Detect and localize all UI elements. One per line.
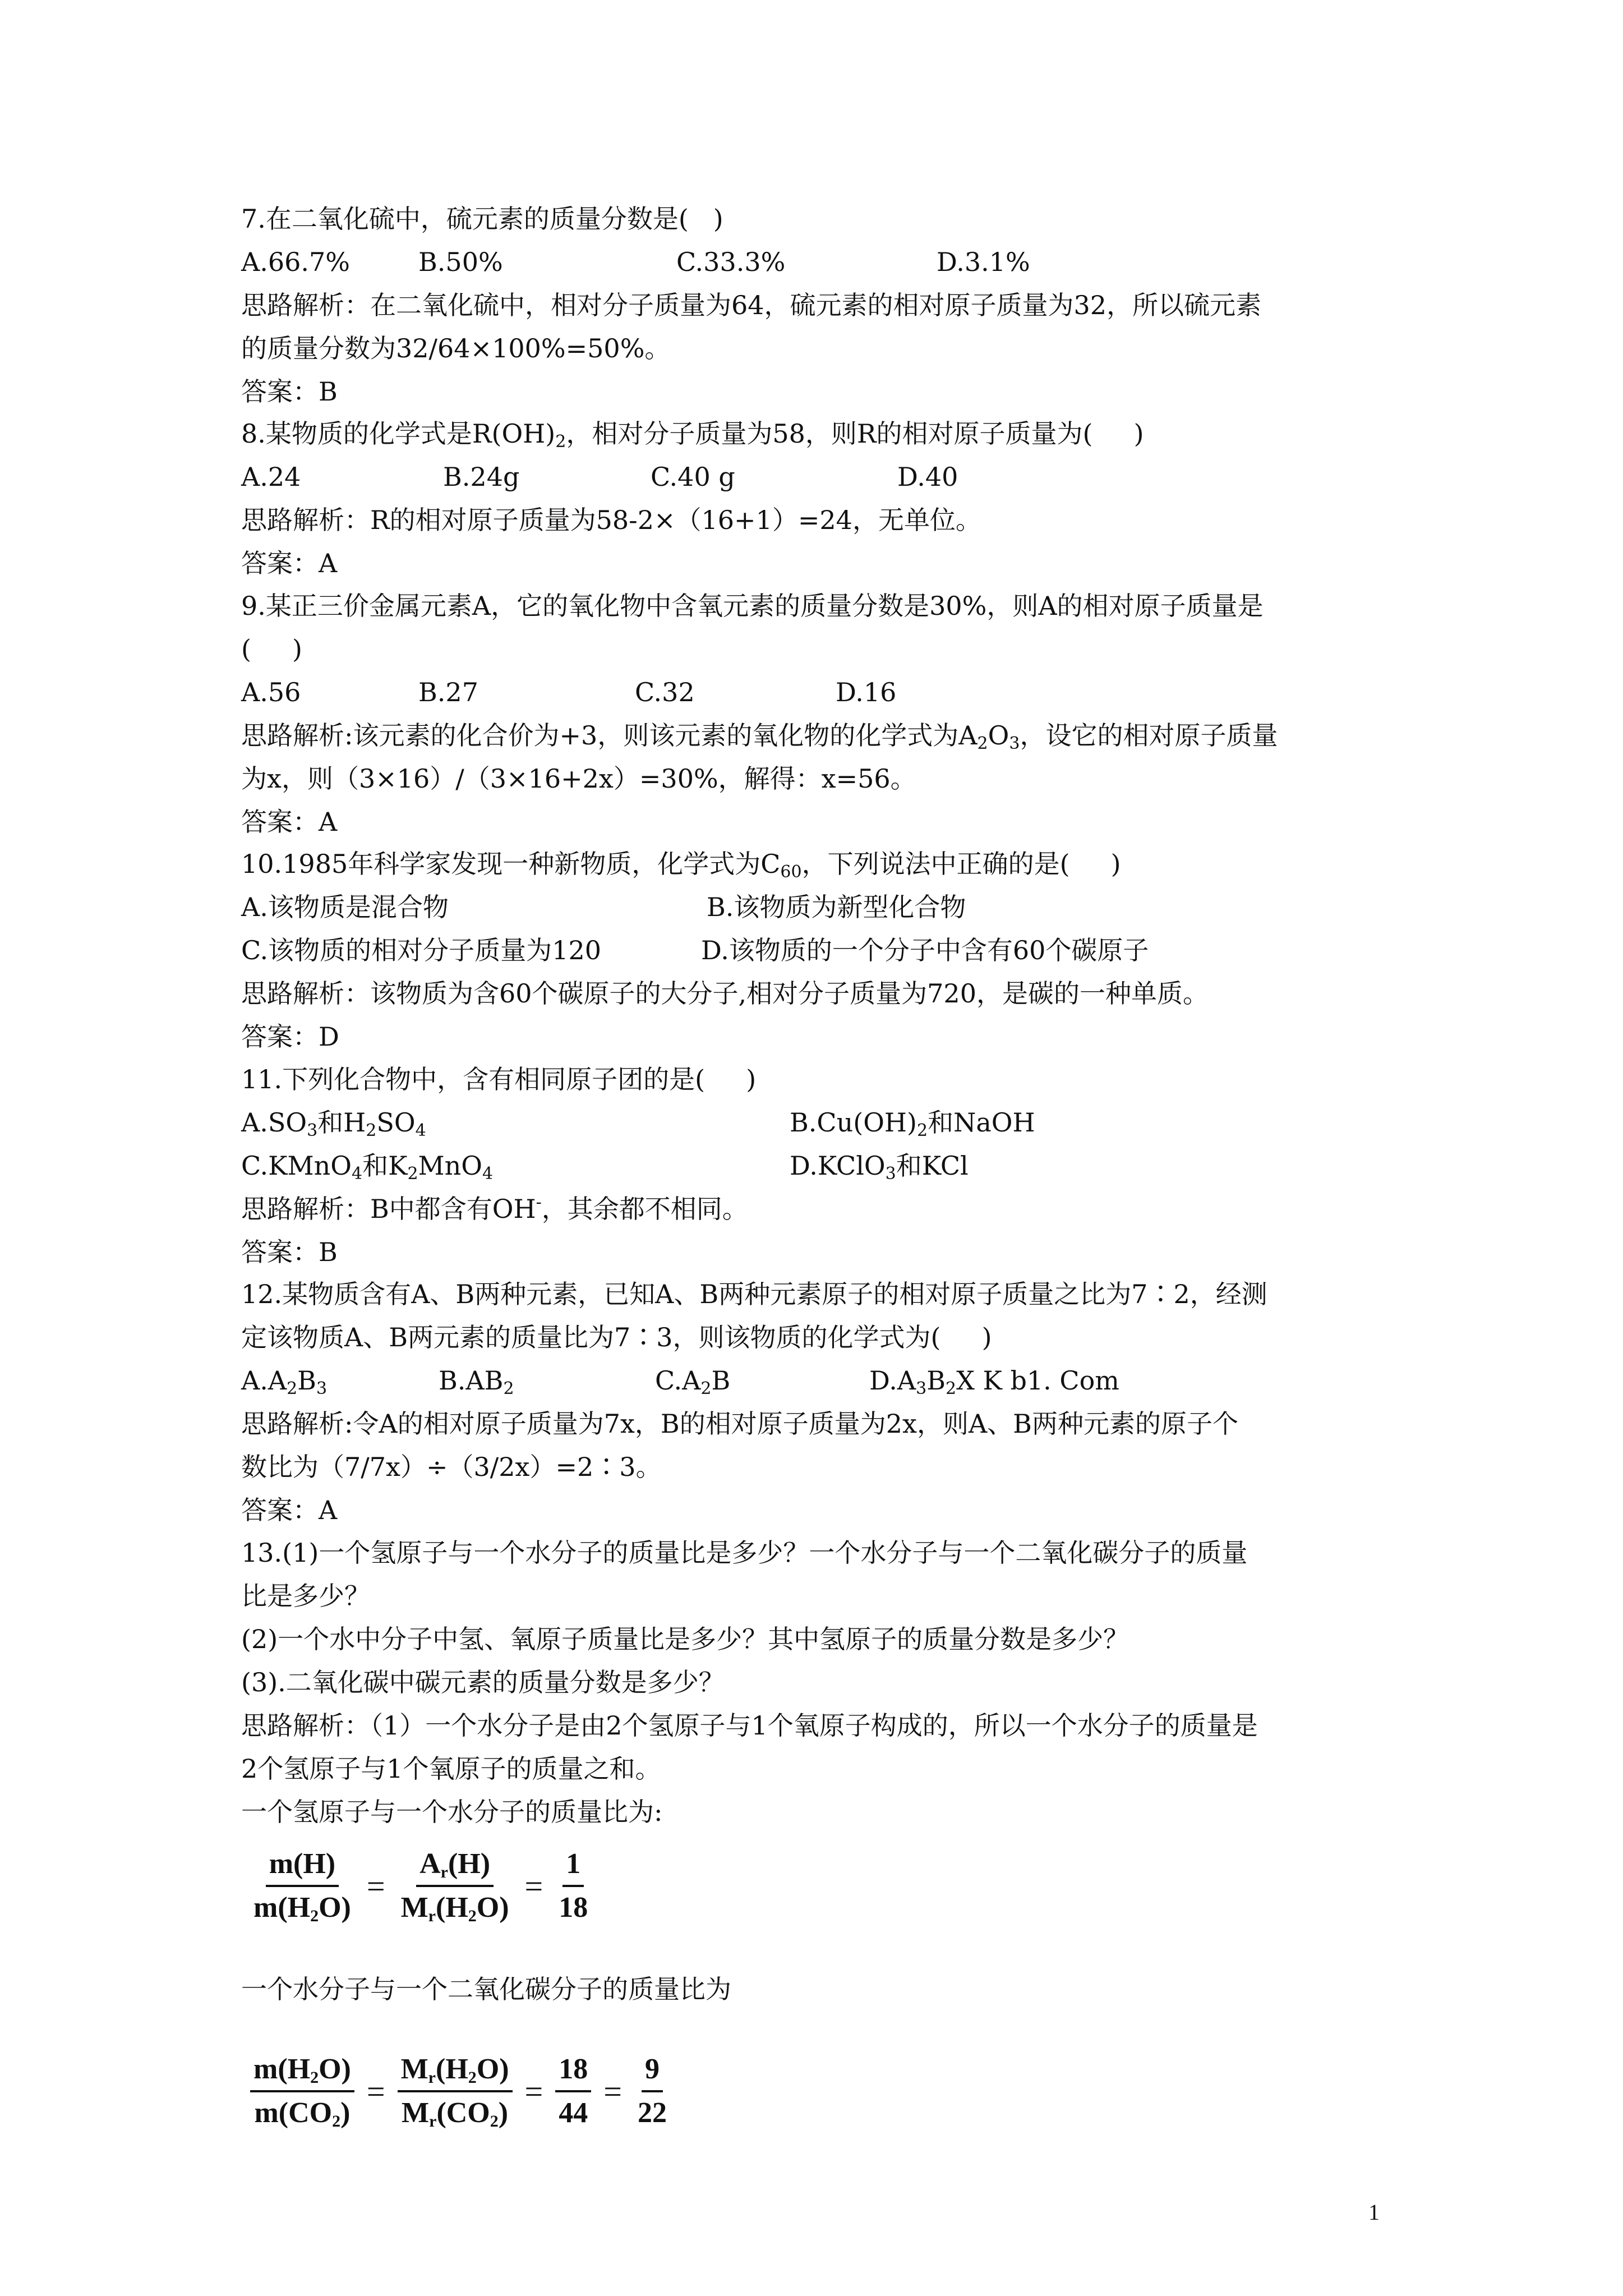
- q7-option-c: C.33.3%: [676, 247, 786, 277]
- q8-option-d: D.40: [897, 462, 958, 492]
- eq1-f2-den-text: M: [400, 1892, 428, 1924]
- eq2-fraction-1: [250, 2049, 354, 2134]
- q13-part3: (3).二氧化碳中碳元素的质量分数是多少？: [241, 1667, 725, 1697]
- q13-analysis-line-2: 2个氢原子与1个氧原子的质量之和。: [241, 1754, 661, 1784]
- q10-option-d: D.该物质的一个分子中含有60个碳原子: [701, 935, 1149, 965]
- q10-stem-subscript: 60: [780, 862, 802, 882]
- eq2-f2-denominator: [398, 2092, 511, 2134]
- q10-answer: 答案：D: [241, 1022, 339, 1052]
- q13-ratio-label-2: 一个水分子与一个二氧化碳分子的质量比为: [241, 1974, 731, 2004]
- q12-d-sub-1: 3: [916, 1379, 927, 1398]
- eq2-f3-numerator: 18: [555, 2049, 591, 2092]
- q11-d-sub: 3: [885, 1164, 896, 1184]
- q8-option-b: B.24g: [443, 462, 520, 492]
- q11-a-text: A.SO: [241, 1107, 307, 1138]
- eq1-f1-den-text: m(H: [253, 1892, 311, 1924]
- q9-analysis-line-2: 为x，则（3×16）/（3×16+2x）=30%，解得：x=56。: [241, 763, 916, 794]
- q11-analysis-superscript: -: [536, 1193, 542, 1212]
- q11-a-sub-1: 3: [307, 1121, 318, 1140]
- eq1-f2-den-text-2: (H: [436, 1892, 468, 1924]
- eq1-f2-num-sub: r: [440, 1863, 448, 1881]
- eq2-f2-den-text-2: (CO: [436, 2097, 490, 2129]
- q7-option-b: B.50%: [418, 247, 503, 277]
- eq2-f2-num-text-2: (H: [436, 2053, 468, 2085]
- eq1-fraction-1: [250, 1843, 354, 1929]
- q12-option-b: [439, 1365, 514, 1396]
- q11-options-row-2: [241, 1150, 1419, 1184]
- q13-ratio-label-1: 一个氢原子与一个水分子的质量比为:: [241, 1797, 663, 1827]
- q9-answer: 答案：A: [241, 807, 338, 837]
- q11-c-text: C.KMnO: [241, 1151, 352, 1181]
- q12-b-sub: 2: [503, 1379, 514, 1398]
- q11-option-c: [241, 1150, 494, 1184]
- equation-water-co2-ratio: [247, 2035, 674, 2147]
- q9-formula-o: O: [988, 720, 1009, 751]
- q12-option-d: [869, 1365, 1119, 1396]
- q8-stem-subscript: 2: [555, 432, 566, 452]
- eq2-f1-den-text: m(CO: [254, 2097, 333, 2129]
- q11-a-sub-2: 2: [366, 1121, 377, 1140]
- q12-answer: 答案：A: [241, 1495, 338, 1525]
- q12-option-a: [241, 1365, 327, 1396]
- q12-option-c: [655, 1365, 730, 1396]
- eq1-f2-denominator: [398, 1887, 513, 1929]
- q12-stem-line-1: 12.某物质含有A、B两种元素，已知A、B两种元素原子的相对原子质量之比为7∶2，经测: [241, 1279, 1267, 1309]
- q11-c-sub-1: 4: [351, 1164, 363, 1184]
- q11-d-text: D.KClO: [790, 1151, 886, 1181]
- eq2-fraction-3: [555, 2049, 591, 2134]
- q9-analysis-text-end: ，设它的相对原子质量: [1020, 720, 1278, 751]
- eq2-f2-num-text-3: O): [476, 2053, 509, 2085]
- q8-stem-text-end: ，相对分子质量为58，则R的相对原子质量为( ): [566, 418, 1144, 449]
- q9-stem-line-2: ( ): [241, 634, 303, 664]
- eq2-f2-num-sub-2: 2: [468, 2068, 477, 2087]
- q7-stem: 7.在二氧化硫中，硫元素的质量分数是( ): [241, 204, 723, 234]
- q7-analysis-line-2: 的质量分数为32/64×100%=50%。: [241, 333, 671, 364]
- q8-stem-text: 8.某物质的化学式是R(OH): [241, 418, 556, 449]
- q13-analysis-line-1: 思路解析：（1）一个水分子是由2个氢原子与1个氧原子构成的，所以一个水分子的质量是: [241, 1710, 1258, 1741]
- q12-d-sub-2: 2: [946, 1379, 957, 1398]
- q11-option-b: [790, 1107, 1035, 1138]
- q13-part1-line-2: 比是多少？: [241, 1581, 370, 1611]
- q11-c-text-2: 和K: [362, 1151, 408, 1181]
- eq2-fraction-4: [634, 2049, 670, 2134]
- q12-b-text: B.AB: [439, 1365, 504, 1396]
- q9-options: [241, 677, 1419, 708]
- q9-option-b: B.27: [418, 677, 478, 707]
- q10-options-row-1: [241, 891, 1419, 923]
- eq1-f2-den-text-3: O): [476, 1892, 509, 1924]
- eq2-equals-3: =: [603, 2073, 622, 2110]
- q12-a-text: A.A: [241, 1365, 287, 1396]
- q8-analysis: 思路解析：R的相对原子质量为58-2×（16+1）=24，无单位。: [241, 505, 981, 535]
- q9-analysis-line-1: [241, 720, 1278, 751]
- eq1-f1-den-sub: 2: [310, 1907, 319, 1925]
- q11-a-sub-3: 4: [415, 1121, 426, 1140]
- q9-option-c: C.32: [635, 677, 695, 707]
- q11-c-sub-2: 2: [407, 1164, 418, 1184]
- q11-d-text-2: 和KCl: [896, 1151, 969, 1181]
- q11-a-text-2: 和H: [317, 1107, 366, 1138]
- q10-option-b: B.该物质为新型化合物: [707, 892, 966, 922]
- q12-a-sub-2: 3: [316, 1379, 328, 1398]
- q10-options-row-2: [241, 935, 1419, 966]
- q11-analysis: [241, 1193, 748, 1225]
- q11-option-d: [790, 1150, 969, 1184]
- eq2-f2-den-text-3: ): [498, 2097, 509, 2129]
- q7-answer: 答案：B: [241, 376, 338, 407]
- eq1-f2-num-text: A: [419, 1848, 441, 1880]
- q9-option-a: A.56: [241, 677, 301, 707]
- eq2-f2-den-sub: r: [429, 2112, 437, 2131]
- q12-c-text: C.A: [655, 1365, 701, 1396]
- q12-a-sub-1: 2: [287, 1379, 298, 1398]
- q10-stem-text-end: ，下列说法中正确的是( ): [801, 849, 1121, 879]
- q11-answer: 答案：B: [241, 1237, 338, 1267]
- eq2-f2-den-text: M: [402, 2097, 430, 2129]
- q11-options-row-1: [241, 1107, 1419, 1138]
- eq2-f1-numerator: [250, 2049, 354, 2092]
- page-number: 1: [1368, 2200, 1380, 2225]
- q11-b-sub: 2: [916, 1121, 928, 1140]
- q9-subscript-2: 3: [1009, 734, 1020, 753]
- q9-analysis-text: 思路解析:该元素的化合价为+3，则该元素的氧化物的化学式为A: [241, 720, 978, 751]
- eq2-equals-1: =: [366, 2073, 385, 2110]
- q8-stem: [241, 418, 1144, 452]
- q10-analysis: 思路解析：该物质为含60个碳原子的大分子,相对分子质量为720，是碳的一种单质。: [241, 978, 1209, 1009]
- eq1-fraction-3: [555, 1843, 591, 1929]
- q12-c-sub: 2: [700, 1379, 712, 1398]
- q13-part1-line-1: 13.(1)一个氢原子与一个水分子的质量比是多少？一个水分子与一个二氧化碳分子的质量: [241, 1538, 1248, 1568]
- q11-c-text-3: MnO: [418, 1151, 482, 1181]
- eq2-f4-denominator: 22: [637, 2097, 667, 2129]
- q11-c-sub-3: 4: [482, 1164, 494, 1184]
- q12-d-text: D.A: [869, 1365, 916, 1396]
- q8-option-a: A.24: [241, 462, 301, 492]
- eq1-f2-den-sub-2: 2: [468, 1907, 477, 1925]
- eq1-f2-num-text-2: (H): [448, 1848, 491, 1880]
- eq2-equals-2: =: [524, 2073, 543, 2110]
- eq2-f1-num-sub: 2: [310, 2068, 319, 2087]
- q12-d-text-3: X K b1. Com: [956, 1365, 1119, 1396]
- eq1-equals-2: =: [524, 1867, 543, 1904]
- q7-option-d: D.3.1%: [937, 247, 1030, 277]
- eq1-f2-numerator: [416, 1843, 494, 1887]
- q9-option-d: D.16: [836, 677, 897, 707]
- eq1-f2-den-sub: r: [428, 1907, 436, 1925]
- q12-analysis-line-1: 思路解析:令A的相对原子质量为7x，B的相对原子质量为2x，则A、B两种元素的原子个: [241, 1409, 1238, 1439]
- eq2-f1-den-sub: 2: [332, 2112, 341, 2131]
- q11-b-text: B.Cu(OH): [790, 1107, 917, 1138]
- eq2-f2-den-sub-2: 2: [490, 2112, 499, 2131]
- q10-stem-text: 10.1985年科学家发现一种新物质，化学式为C: [241, 849, 781, 879]
- eq1-f1-denominator: [250, 1887, 354, 1929]
- eq1-f3-denominator: 18: [559, 1892, 588, 1924]
- q11-analysis-text-end: ，其余都不相同。: [541, 1194, 748, 1224]
- q10-stem: [241, 848, 1121, 880]
- q11-a-text-3: SO: [376, 1107, 416, 1138]
- q11-analysis-text: 思路解析：B中都含有OH: [241, 1194, 536, 1224]
- eq2-f2-num-sub: r: [428, 2068, 436, 2087]
- q12-analysis-line-2: 数比为（7/7x）÷（3/2x）=2∶3。: [241, 1452, 662, 1482]
- q12-options: [241, 1365, 1419, 1396]
- q10-option-c: C.该物质的相对分子质量为120: [241, 935, 601, 965]
- eq2-f4-numerator: 9: [642, 2049, 663, 2092]
- equation-hydrogen-water-ratio: [247, 1830, 594, 1942]
- q13-part2: (2)一个水中分子中氢、氧原子质量比是多少？其中氢原子的质量分数是多少？: [241, 1624, 1129, 1654]
- q12-d-text-2: B: [926, 1365, 946, 1396]
- q11-option-a: [241, 1107, 426, 1138]
- q12-stem-line-2: 定该物质A、B两元素的质量比为7∶3，则该物质的化学式为( ): [241, 1322, 992, 1352]
- q8-option-c: C.40 g: [651, 462, 735, 492]
- eq1-equals-1: =: [366, 1867, 385, 1904]
- q12-c-text-2: B: [711, 1365, 731, 1396]
- eq1-f3-numerator: 1: [562, 1843, 584, 1887]
- q10-option-a: A.该物质是混合物: [241, 892, 449, 922]
- eq2-fraction-2: [398, 2049, 513, 2134]
- q8-answer: 答案：A: [241, 548, 338, 578]
- eq2-f1-num-text-2: O): [319, 2053, 351, 2085]
- eq2-f1-num-text: m(H: [253, 2053, 311, 2085]
- eq2-f2-num-text: M: [400, 2053, 428, 2085]
- q9-stem-line-1: 9.某正三价金属元素A，它的氧化物中含氧元素的质量分数是30%，则A的相对原子质量是: [241, 591, 1264, 621]
- q7-option-a: A.66.7%: [241, 247, 350, 277]
- q12-a-text-2: B: [297, 1365, 316, 1396]
- eq1-fraction-2: [398, 1843, 513, 1929]
- eq2-f1-den-text-2: ): [340, 2097, 351, 2129]
- eq2-f3-denominator: 44: [559, 2097, 588, 2129]
- q9-subscript-1: 2: [977, 734, 988, 753]
- eq1-f1-den-text-2: O): [319, 1892, 351, 1924]
- eq2-f2-numerator: [398, 2049, 513, 2092]
- q7-analysis-line-1: 思路解析：在二氧化硫中，相对分子质量为64，硫元素的相对原子质量为32，所以硫元素: [241, 290, 1262, 320]
- eq1-f1-numerator: m(H): [266, 1843, 339, 1887]
- eq2-f1-denominator: [251, 2092, 353, 2134]
- q7-options: [241, 246, 1419, 278]
- q11-stem: 11.下列化合物中，含有相同原子团的是( ): [241, 1064, 757, 1094]
- q8-options: [241, 461, 1419, 493]
- q11-b-text-2: 和NaOH: [928, 1107, 1035, 1138]
